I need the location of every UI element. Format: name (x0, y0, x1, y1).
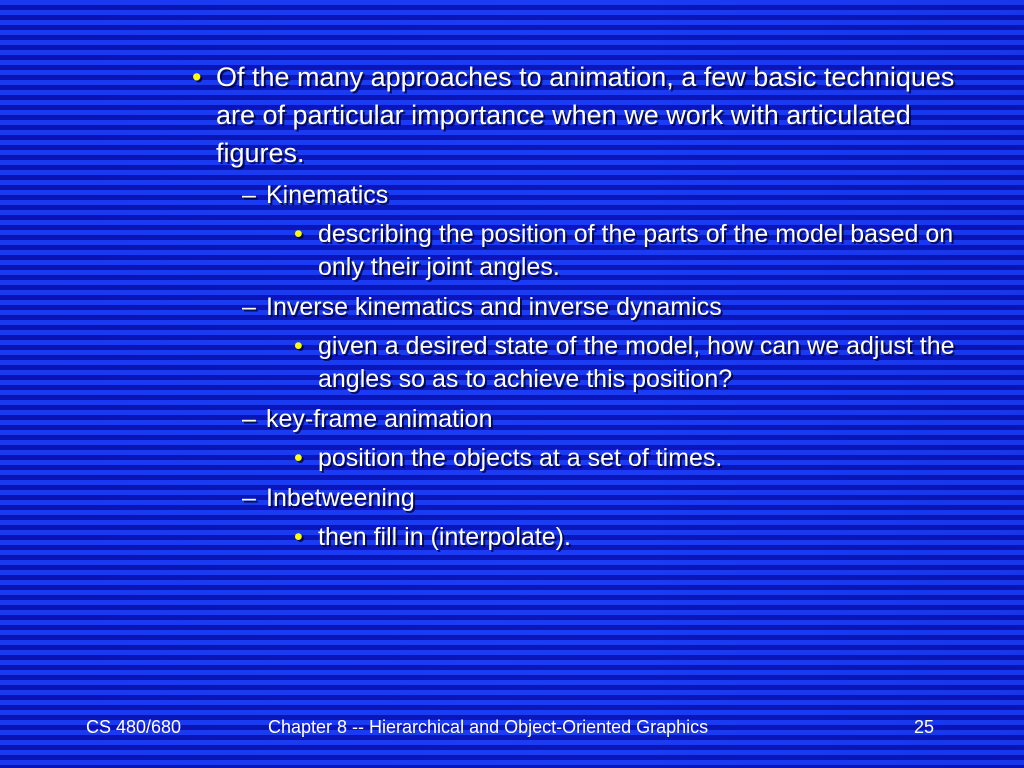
bullet-icon: • (192, 62, 202, 92)
bullet-item-approaches (190, 58, 980, 172)
sub-item-key-frame (242, 402, 980, 436)
sub-item-text: Kinematics (266, 181, 389, 209)
dash-icon: – (242, 484, 256, 512)
bullet-icon: • (294, 220, 303, 248)
bullet-icon: • (294, 523, 303, 551)
detail-text: given a desired state of the model, how can we adjust the angles so as to achieve this position? (318, 332, 955, 393)
detail-item-kinematics (292, 218, 980, 284)
detail-text: then fill in (interpolate). (318, 523, 571, 551)
sub-item-inverse-kinematics (242, 290, 980, 324)
footer-page-number: 25 (914, 717, 935, 737)
dash-icon: – (242, 293, 256, 321)
bullet-icon: • (294, 332, 303, 360)
footer-course: CS 480/680 (86, 717, 182, 737)
slide-content (190, 58, 980, 554)
bullet-icon: • (294, 444, 303, 472)
footer-chapter: Chapter 8 -- Hierarchical and Object-Oriented Graphics (268, 717, 709, 737)
detail-item-inverse-kinematics (292, 330, 980, 396)
detail-text: position the objects at a set of times. (318, 444, 723, 472)
detail-item-key-frame (292, 442, 980, 475)
dash-icon: – (242, 181, 256, 209)
dash-icon: – (242, 405, 256, 433)
sub-item-kinematics (242, 178, 980, 212)
detail-text: describing the position of the parts of the model based on only their joint angles. (318, 220, 954, 281)
sub-item-inbetweening (242, 481, 980, 515)
detail-item-inbetweening (292, 521, 980, 554)
sub-item-text: Inverse kinematics and inverse dynamics (266, 293, 722, 321)
sub-item-text: Inbetweening (266, 484, 415, 512)
sub-item-text: key-frame animation (266, 405, 493, 433)
bullet-text: Of the many approaches to animation, a few basic techniques are of particular importance when we work with articulated figures. (216, 62, 955, 168)
